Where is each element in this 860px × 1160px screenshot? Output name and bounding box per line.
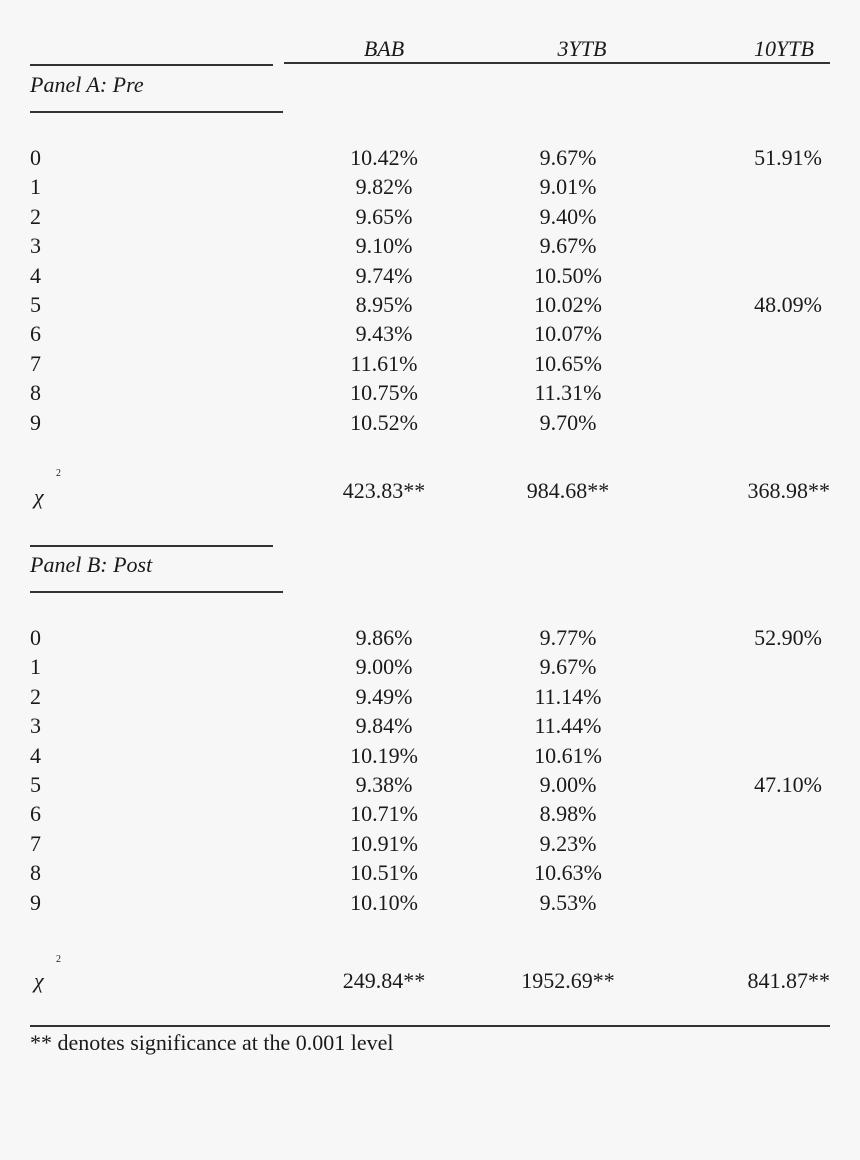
cell-bab: 10.71% [350, 801, 418, 827]
table-row [0, 652, 860, 681]
cell-3ytb: 9.67% [539, 233, 597, 259]
row-label: 0 [30, 145, 41, 170]
cell-bab: 9.74% [355, 262, 413, 288]
cell-3ytb: 9.53% [539, 889, 597, 915]
cell-bab: 11.61% [350, 350, 418, 376]
row-label: 7 [30, 350, 41, 376]
cell-3ytb: 9.00% [539, 772, 597, 797]
row-label: 1 [30, 654, 41, 680]
table-row [0, 682, 860, 711]
cell-3ytb: 10.02% [534, 292, 602, 317]
table-row [0, 741, 860, 770]
table-row [0, 172, 860, 201]
row-label: 6 [30, 321, 41, 347]
panel-a-underline [30, 111, 283, 113]
row-label: 3 [30, 233, 41, 259]
row-label: 5 [30, 292, 41, 317]
cell-3ytb: 8.98% [539, 801, 597, 827]
table-row [0, 408, 860, 437]
table-row [0, 349, 860, 378]
cell-3ytb: 11.44% [534, 713, 602, 739]
table-row [0, 770, 860, 799]
row-label: 9 [30, 889, 41, 915]
chi-square-symbol: χ [34, 968, 44, 993]
row-label: 4 [30, 262, 41, 288]
table-row [0, 799, 860, 828]
table-row [0, 231, 860, 260]
panel-a-chi-bab: 423.83** [342, 478, 426, 503]
cell-bab: 9.38% [355, 772, 413, 797]
row-label: 8 [30, 380, 41, 406]
table-row [0, 623, 860, 652]
row-label: 8 [30, 860, 41, 886]
cell-3ytb: 9.23% [539, 830, 597, 856]
cell-bab: 9.82% [355, 174, 413, 200]
panel-b-chi-row [0, 954, 860, 996]
cell-bab: 9.10% [355, 233, 413, 259]
row-label: 7 [30, 830, 41, 856]
col-header-10ytb: 10YTB [754, 36, 814, 61]
cell-3ytb: 9.01% [539, 174, 597, 200]
panel-a-chi-10ytb: 368.98** [747, 478, 830, 503]
row-label: 2 [30, 203, 41, 229]
row-label: 6 [30, 801, 41, 827]
cell-3ytb: 10.61% [534, 742, 602, 768]
table-row [0, 261, 860, 290]
chi-square-superscript: 2 [56, 954, 61, 965]
row-label: 1 [30, 174, 41, 200]
cell-bab: 10.42% [350, 145, 418, 170]
table-row [0, 888, 860, 917]
cell-3ytb: 11.31% [534, 380, 602, 406]
col-header-bab: BAB [363, 36, 405, 61]
cell-3ytb: 10.50% [534, 262, 602, 288]
cell-3ytb: 9.40% [539, 203, 597, 229]
cell-3ytb: 9.77% [539, 625, 597, 650]
table-row [0, 711, 860, 740]
row-label: 2 [30, 683, 41, 709]
panel-a-chi-row [0, 468, 860, 509]
cell-3ytb: 9.67% [539, 654, 597, 680]
table-row [0, 858, 860, 887]
panel-b-chi-bab: 249.84** [342, 968, 426, 993]
cell-bab: 10.19% [350, 742, 418, 768]
row-label: 9 [30, 409, 41, 435]
cell-bab: 10.91% [350, 830, 418, 856]
col-header-3ytb: 3YTB [557, 36, 607, 61]
table-row [0, 290, 860, 319]
cell-bab: 10.75% [350, 380, 418, 406]
table-row [0, 202, 860, 231]
cell-10ytb: 48.09% [754, 292, 822, 317]
chi-square-superscript: 2 [56, 468, 61, 479]
cell-bab: 10.51% [350, 860, 418, 886]
row-label: 0 [30, 625, 41, 650]
cell-3ytb: 9.70% [539, 409, 597, 435]
panel-b-chi-10ytb: 841.87** [747, 968, 830, 993]
panel-b-chi-3ytb: 1952.69** [521, 968, 615, 993]
header-rule-left [30, 64, 273, 66]
cell-3ytb: 10.63% [534, 860, 602, 886]
cell-3ytb: 9.67% [539, 145, 597, 170]
cell-3ytb: 10.65% [534, 350, 602, 376]
cell-bab: 10.10% [350, 889, 418, 915]
cell-10ytb: 51.91% [754, 145, 822, 170]
chi-square-symbol: χ [34, 484, 44, 509]
cell-bab: 9.43% [355, 321, 413, 347]
table-row [0, 829, 860, 858]
header-rule-right [284, 62, 830, 64]
panel-b-underline [30, 591, 283, 593]
table-row [0, 143, 860, 172]
cell-bab: 8.95% [355, 292, 413, 317]
cell-bab: 9.00% [355, 654, 413, 680]
table-row [0, 378, 860, 407]
panel-b-top-rule [30, 545, 273, 547]
footer-rule [30, 1025, 830, 1027]
cell-3ytb: 10.07% [534, 321, 602, 347]
panel-a-chi-3ytb: 984.68** [526, 478, 610, 503]
row-label: 4 [30, 742, 41, 768]
row-label: 5 [30, 772, 41, 797]
panel-a-title: Panel A: Pre [30, 72, 144, 97]
cell-10ytb: 47.10% [754, 772, 822, 797]
footnote: ** denotes significance at the 0.001 level [30, 1030, 394, 1055]
cell-bab: 9.84% [355, 713, 413, 739]
row-label: 3 [30, 713, 41, 739]
cell-bab: 9.49% [355, 683, 413, 709]
table-row [0, 319, 860, 348]
cell-10ytb: 52.90% [754, 625, 822, 650]
cell-bab: 10.52% [350, 409, 418, 435]
cell-bab: 9.65% [355, 203, 413, 229]
panel-b-title: Panel B: Post [30, 552, 153, 577]
cell-bab: 9.86% [355, 625, 413, 650]
cell-3ytb: 11.14% [534, 683, 602, 709]
